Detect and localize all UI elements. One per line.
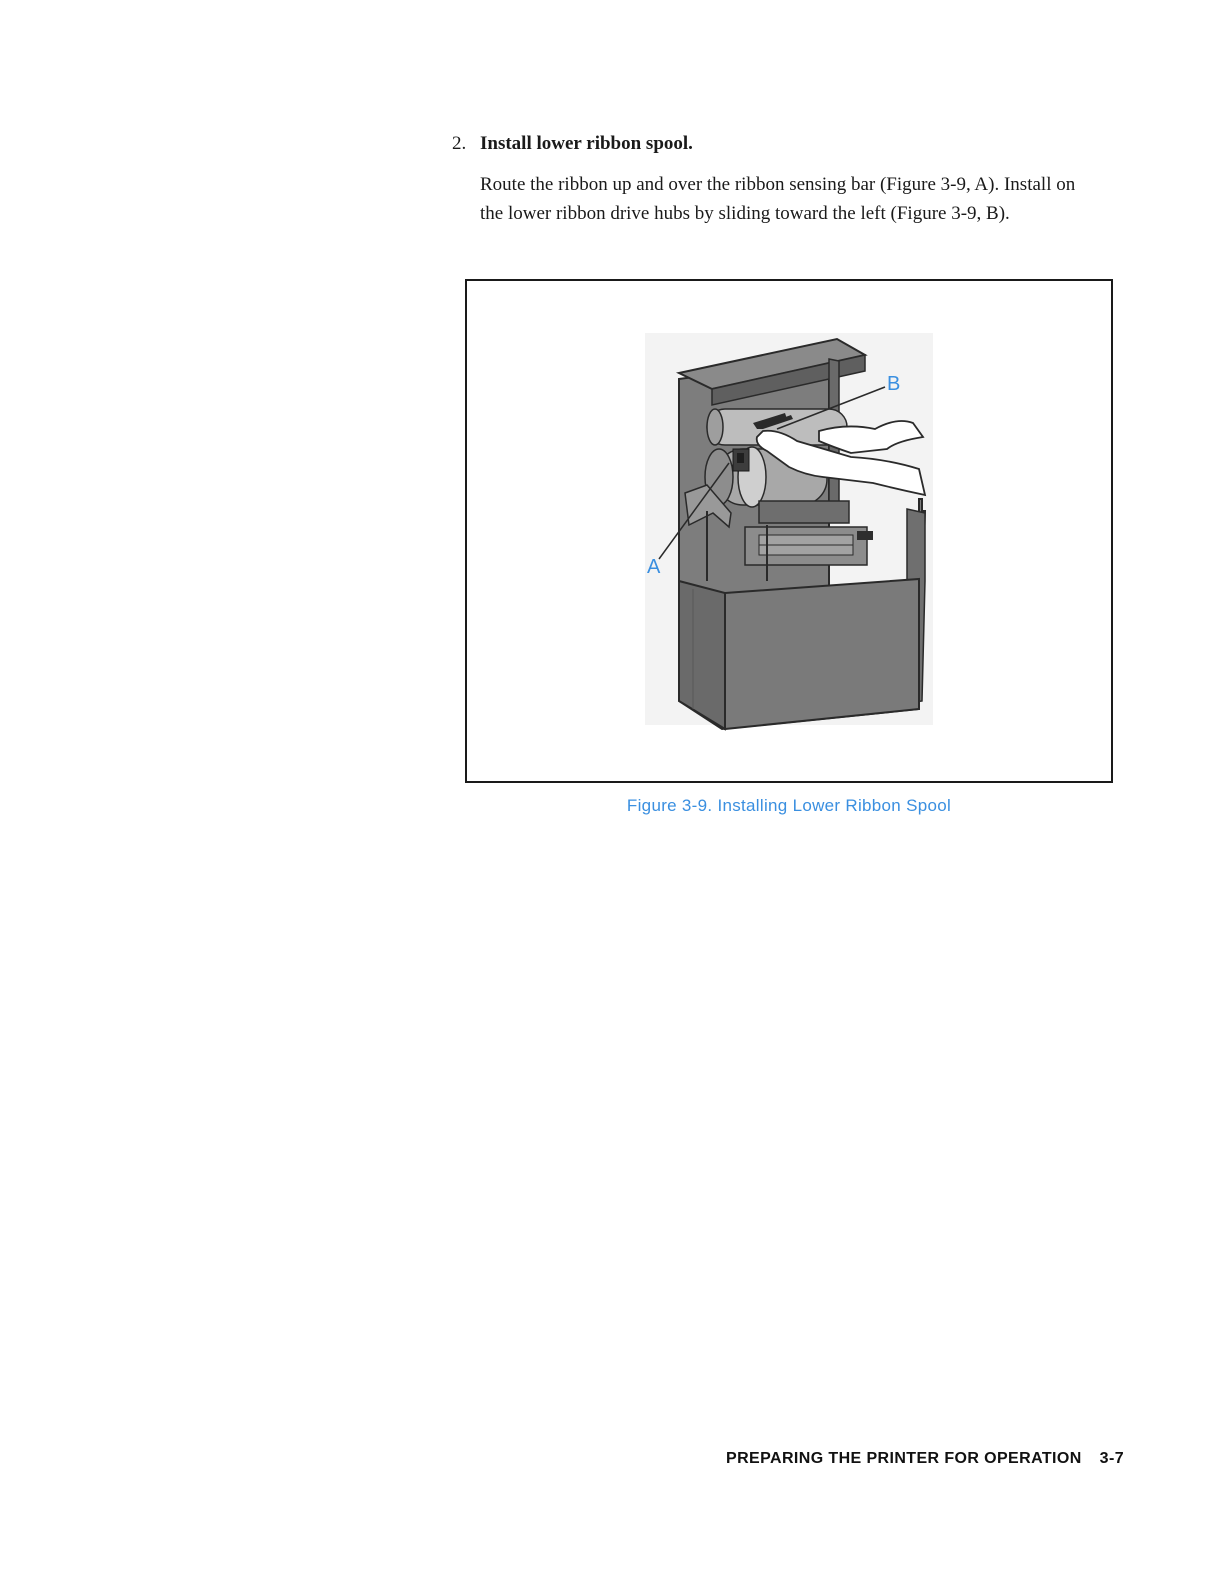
printer-illustration — [467, 281, 1111, 781]
platen — [759, 501, 849, 523]
page-footer — [726, 1450, 1124, 1468]
figure-caption: Figure 3-9. Installing Lower Ribbon Spool — [626, 796, 952, 815]
footer-section-title: PREPARING THE PRINTER FOR OPERATION — [726, 1450, 1082, 1467]
step-body: Route the ribbon up and over the ribbon sensing bar (Figure 3-9, A). Install on the lower ribbon drive hubs by sliding toward the left (Figure 3-9, B). — [480, 174, 1076, 224]
callout-b-label: B — [887, 373, 901, 395]
callout-a-label: A — [647, 556, 661, 578]
step-heading — [452, 130, 1112, 158]
step-number: 2. — [452, 133, 467, 154]
lower-door — [725, 579, 919, 729]
small-knob — [857, 531, 873, 540]
figure-3-9-frame — [465, 279, 1113, 783]
step-2 — [452, 130, 1112, 228]
step-title: Install lower ribbon spool. — [480, 133, 693, 154]
page-number: 3-7 — [1099, 1450, 1124, 1467]
